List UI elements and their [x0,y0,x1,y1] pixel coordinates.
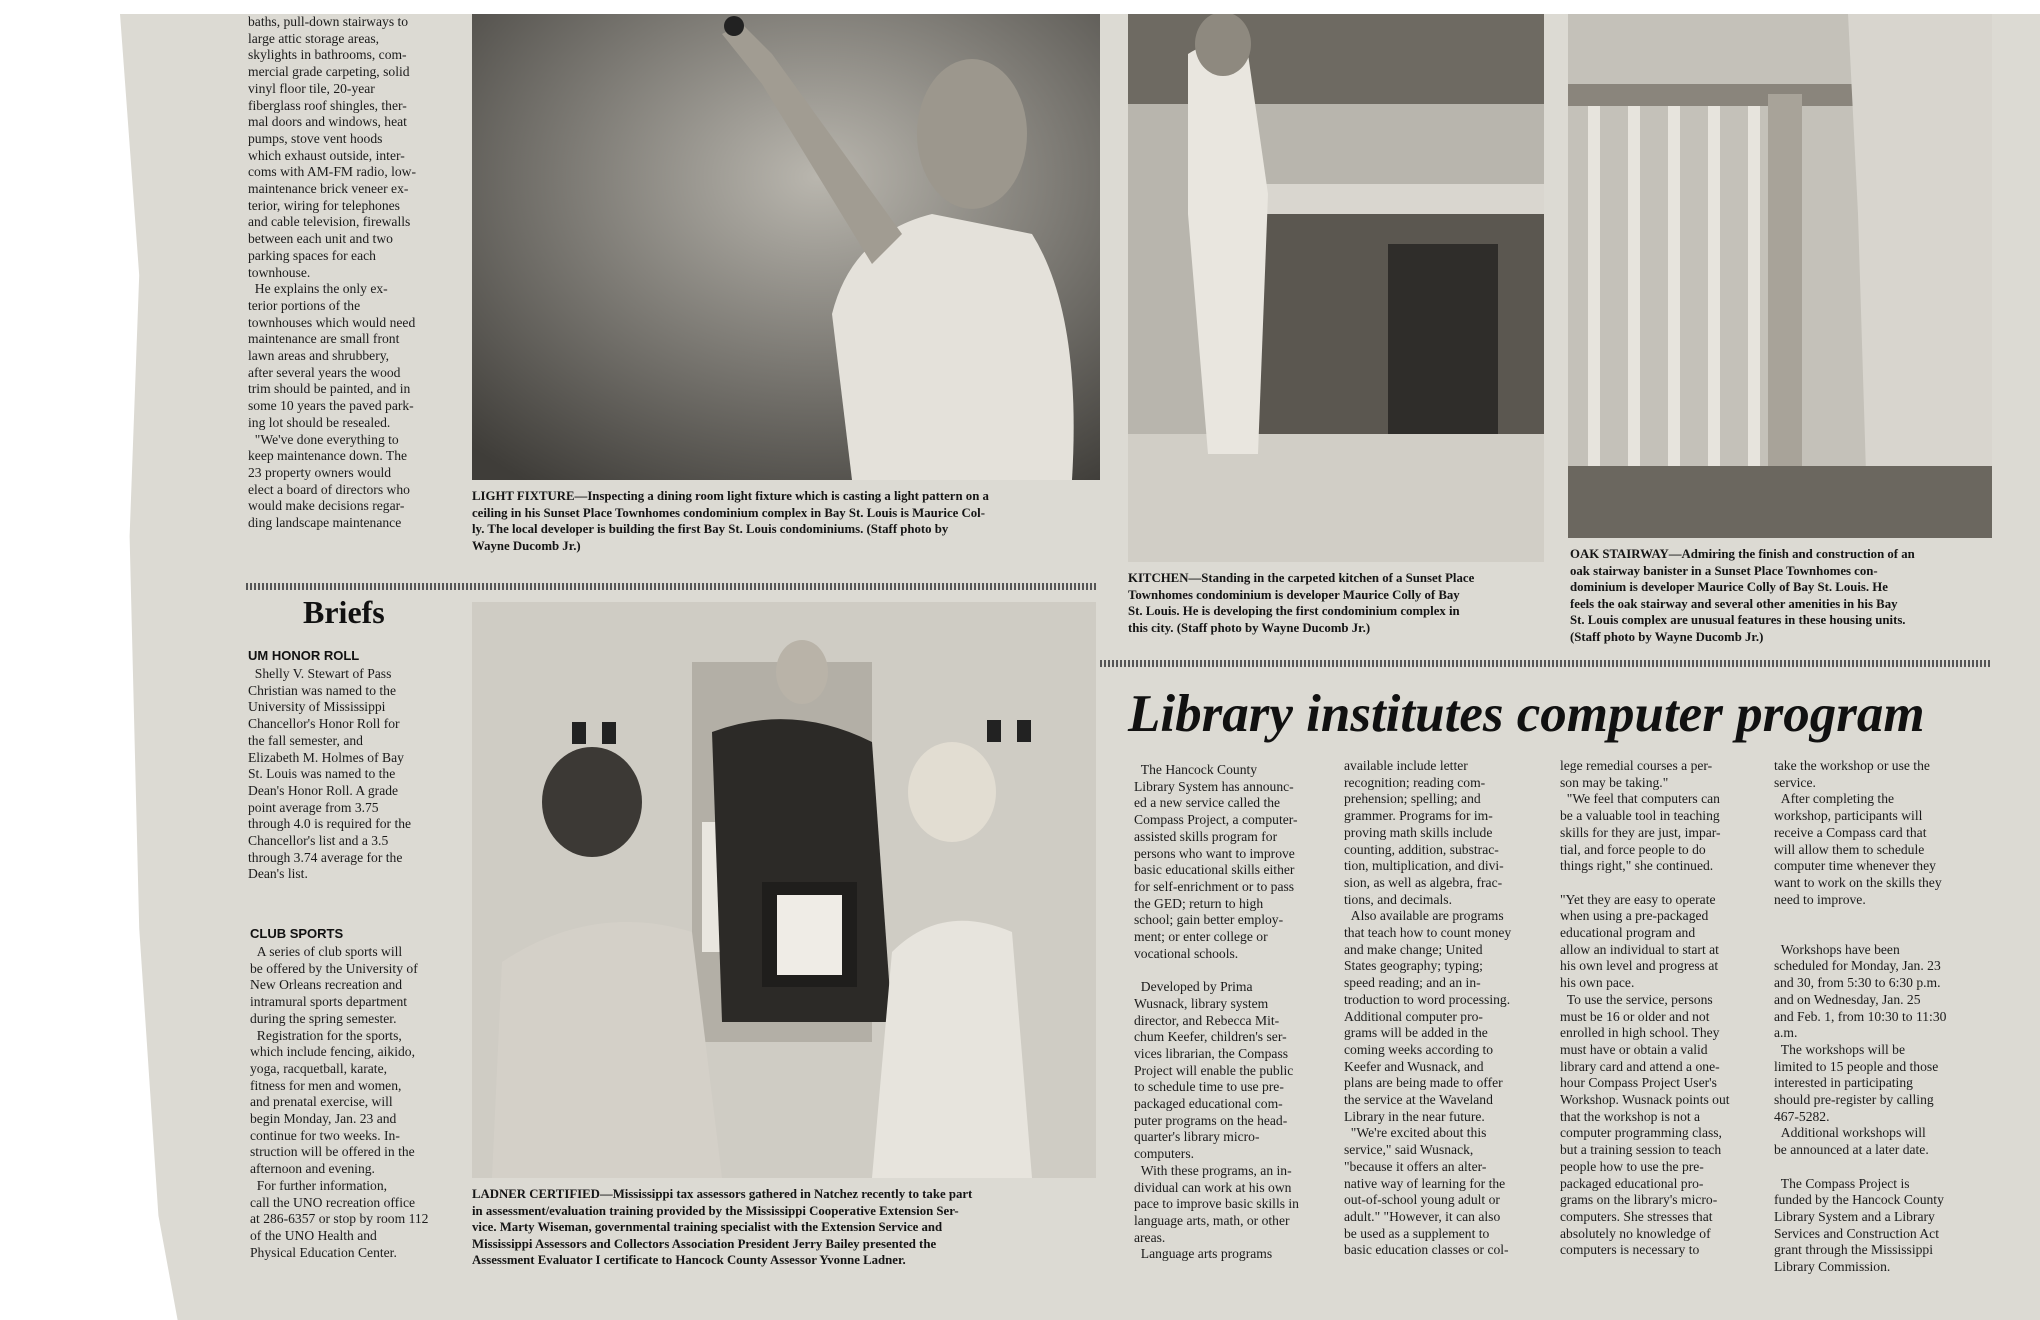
oak-stairway-photo [1568,14,1992,538]
club-sports-heading: CLUB SPORTS [250,926,344,941]
light-fixture-caption: LIGHT FIXTURE—Inspecting a dining room light fixture which is casting a light pattern on a ceiling in his Sunset Place Townhomes condominium complex in Bay St. Louis is Maurice Col- ly. The local developer is building the first Bay St. Louis condominiums. (Staff photo by Wayne Ducomb Jr.) [472,489,989,553]
oak-stairway-caption: OAK STAIRWAY—Admiring the finish and construction of an oak stairway banister in a Sunset Place Townhomes con- dominium is developer Maurice Colly of Bay St. Louis. He feels the oak stairway and several other amenities in his Bay St. Louis complex are unusual features in these housing units. (Staff photo by Wayne Ducomb Jr.) [1570,547,1915,644]
honor-roll-heading: UM HONOR ROLL [248,648,360,663]
kitchen-caption: KITCHEN—Standing in the carpeted kitchen of a Sunset Place Townhomes condominium is developer Maurice Colly of Bay St. Louis. He is developing the first condominium complex in this city. (Staff photo by Wayne Ducomb Jr.) [1128,571,1475,635]
townhomes-article-continuation: baths, pull-down stairways to large attic storage areas, skylights in bathrooms, com- mercial grade carpeting, solid vinyl floor tile, 20-year fiberglass roof shingles, ther- mal doors and windows, heat pumps, stove vent hoods which exhaust outside, inter- coms with AM-FM radio, low- maintenance brick veneer ex- terior, wiring for telephones and cable television, firewalls between each unit and two parking spaces for each townhouse. He explains the only ex- terior portions of the townhouses which would need maintenance are small front lawn areas and shrubbery, after several years the wood trim should be painted, and in some 10 years the paved park- ing lot should be resealed. "We've done everything to keep maintenance down. The 23 property owners would elect a board of directors who would make decisions regar- ding landscape maintenance [248,14,417,531]
section-divider-rule [1100,660,1992,667]
ladner-certified-caption: LADNER CERTIFIED—Mississippi tax assessors gathered in Natchez recently to take part in assessment/evaluation training provided by the Mississippi Cooperative Extension Ser- vice. Marty Wiseman, governmental training specialist with the Extension Service and Mississippi Assessors and Collectors Association President Jerry Bailey presented the Assessment Evaluator I certificate to Hancock County Assessor Yvonne Ladner. [472,1187,973,1267]
honor-roll-body: Shelly V. Stewart of Pass Christian was named to the University of Mississippi Chancellor's Honor Roll for the fall semester, and Elizabeth M. Holmes of Bay St. Louis was named to the Dean's Honor Roll. A grade point average from 3.75 through 4.0 is required for the Chancellor's list and a 3.5 through 3.74 average for the Dean's list. [248,666,412,882]
club-sports-body: A series of club sports will be offered by the University of New Orleans recreation and intramural sports department during the spring semester. Registration for the sports, which include fencing, aikido, yoga, racquetball, karate, fitness for men and women, and prenatal exercise, will begin Monday, Jan. 23 and continue for two weeks. In- struction will be offered in the afternoon and evening. For further information, call the UNO recreation office at 286-6357 or stop by room 112 of the UNO Health and Physical Education Center. [250,944,429,1260]
ladner-certified-photo [472,602,1096,1178]
briefs-title: Briefs [303,594,385,630]
section-divider-rule [246,583,1098,590]
library-article-column-3: lege remedial courses a per- son may be taking." "We feel that computers can be a valuable tool in teaching skills for they are just, impar- tial, and force people to do things right," she continued. "Yet they are easy to operate when using a pre-packaged educational program and allow an individual to start at his own level and progress at his own pace. To use the service, persons must be 16 or older and not enrolled in high school. They must have or obtain a valid library card and attend a one- hour Compass Project User's Workshop. Wusnack points out that the workshop is not a computer programming class, but a training session to teach people how to use the pre- packaged educational pro- grams on the library's micro- computers. She stresses that absolutely no knowledge of computers is necessary to [1560,758,1730,1258]
kitchen-photo [1128,14,1544,562]
library-article-column-4: take the workshop or use the service. After completing the workshop, participants will receive a Compass card that will allow them to schedule computer time whenever they want to work on the skills they need to improve. Workshops have been scheduled for Monday, Jan. 23 and 30, from 5:30 to 6:30 p.m. and on Wednesday, Jan. 25 and Feb. 1, from 10:30 to 11:30 a.m. The workshops will be limited to 15 people and those interested in participating should pre-register by calling 467-5282. Additional workshops will be announced at a later date. The Compass Project is funded by the Hancock County Library System and a Library Services and Construction Act grant through the Mississippi Library Commission. [1774,758,1947,1275]
light-fixture-photo [472,14,1100,480]
library-article-column-2: available include letter recognition; reading com- prehension; spelling; and grammer. Programs for im- proving math skills include counting, addition, substrac- tion, multiplication, and divi- sion, as well as algebra, frac- tions, and decimals. Also available are programs that teach how to count money and make change; United States geography; typing; speed reading; and an in- troduction to word processing. Additional computer pro- grams will be added in the coming weeks according to Keefer and Wusnack, and plans are being made to offer the service at the Waveland Library in the near future. "We're excited about this service," said Wusnack, "because it offers an alter- native way of learning for the out-of-school young adult or adult." "However, it can also be used as a supplement to basic education classes or col- [1344,758,1512,1258]
library-article-column-1: The Hancock County Library System has announc- ed a new service called the Compass Project, a computer- assisted skills program for persons who want to improve basic educational skills either for self-enrichment or to pass the GED; return to high school; gain better employ- ment; or enter college or vocational schools. Developed by Prima Wusnack, library system director, and Rebecca Mit- chum Keefer, children's ser- vices librarian, the Compass Project will enable the public to schedule time to use pre- packaged educational com- puter programs on the head- quarter's library micro- computers. With these programs, an in- dividual can work at his own pace to improve basic skills in language arts, math, or other areas. Language arts programs [1134,762,1299,1262]
library-headline: Library institutes computer program [1128,685,1925,743]
